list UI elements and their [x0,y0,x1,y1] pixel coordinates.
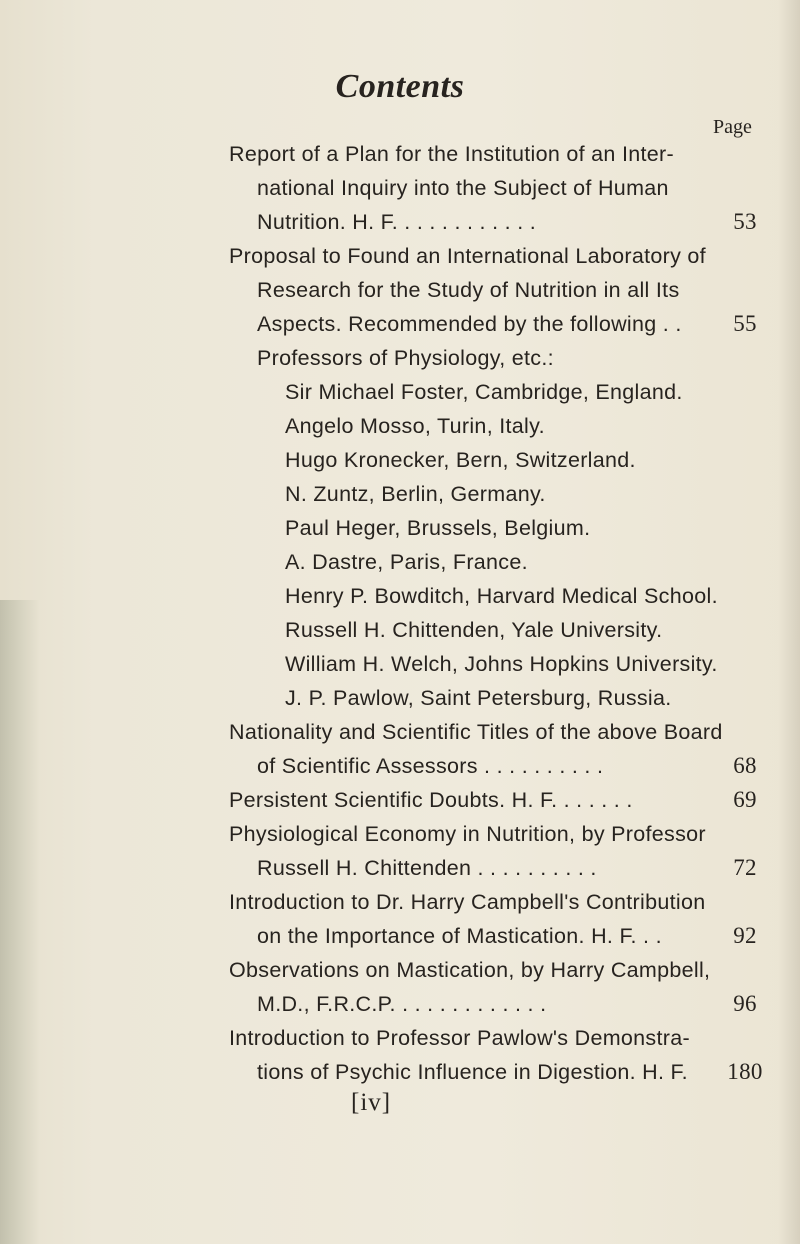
entry-text: Report of a Plan for the Institution of an Inter- [229,142,674,166]
contents-line [0,137,800,171]
contents-line [0,511,800,545]
contents-line [0,987,800,1021]
contents-line [0,681,800,715]
entry-text: A. Dastre, Paris, France. [285,550,528,574]
entry-text: Russell H. Chittenden . . . . . . . . . . [257,856,597,880]
contents-line [0,919,800,953]
contents-line [0,273,800,307]
entry-page-number: 69 [733,787,757,812]
contents-line [0,885,800,919]
entry-text: Henry P. Bowditch, Harvard Medical School. [285,584,718,608]
contents-line [0,613,800,647]
contents-line [0,375,800,409]
contents-line [0,205,800,239]
contents-line [0,851,800,885]
entry-text: Professors of Physiology, etc.: [257,346,554,370]
entry-text: Paul Heger, Brussels, Belgium. [285,516,591,540]
entry-text: Russell H. Chittenden, Yale University. [285,618,663,642]
entry-text: J. P. Pawlow, Saint Petersburg, Russia. [285,686,672,710]
entry-text: tions of Psychic Influence in Digestion. H. F. [257,1060,688,1084]
entry-text: Introduction to Professor Pawlow's Demonstra- [229,1026,690,1050]
contents-line [0,749,800,783]
contents-line [0,1021,800,1055]
entry-text: N. Zuntz, Berlin, Germany. [285,482,546,506]
contents-line [0,545,800,579]
contents-line [0,171,800,205]
entry-text: on the Importance of Mastication. H. F. . . [257,924,662,948]
entry-text: Physiological Economy in Nutrition, by Professor [229,822,706,846]
entry-text: Sir Michael Foster, Cambridge, England. [285,380,683,404]
entry-page-number: 68 [733,753,757,778]
entry-page-number: 72 [733,855,757,880]
entry-text: Nutrition. H. F. . . . . . . . . . . . [257,210,537,234]
page-folio: [iv] [351,1089,392,1116]
entry-page-number: 92 [733,923,757,948]
entry-text: Hugo Kronecker, Bern, Switzerland. [285,448,636,472]
entry-page-number: 55 [733,311,757,336]
page-column-header: Page [713,116,752,138]
entry-text: of Scientific Assessors . . . . . . . . . . [257,754,604,778]
entry-text: M.D., F.R.C.P. . . . . . . . . . . . . [257,992,547,1016]
contents-line [0,443,800,477]
entry-text: Angelo Mosso, Turin, Italy. [285,414,545,438]
entry-text: Proposal to Found an International Laboratory of [229,244,706,268]
entry-page-number: 53 [733,209,757,234]
entry-text: Research for the Study of Nutrition in all Its [257,278,680,302]
contents-line [0,239,800,273]
contents-line [0,1055,800,1089]
entry-text: national Inquiry into the Subject of Human [257,176,669,200]
entry-text: Persistent Scientific Doubts. H. F. . . . . . . [229,788,633,812]
entry-page-number: 180 [727,1059,763,1084]
entry-text: Introduction to Dr. Harry Campbell's Contribution [229,890,706,914]
entry-text: Aspects. Recommended by the following . . [257,312,682,336]
contents-line [0,409,800,443]
contents-line [0,579,800,613]
contents-line [0,953,800,987]
contents-line [0,307,800,341]
entry-text: Nationality and Scientific Titles of the above Board [229,720,723,744]
contents-line [0,341,800,375]
entry-page-number: 96 [733,991,757,1016]
entry-text: Observations on Mastication, by Harry Campbell, [229,958,711,982]
contents-line [0,477,800,511]
contents-line [0,817,800,851]
contents-line [0,647,800,681]
entry-text: William H. Welch, Johns Hopkins University. [285,652,718,676]
contents-line [0,783,800,817]
contents-line [0,715,800,749]
page-title: Contents [335,68,465,105]
